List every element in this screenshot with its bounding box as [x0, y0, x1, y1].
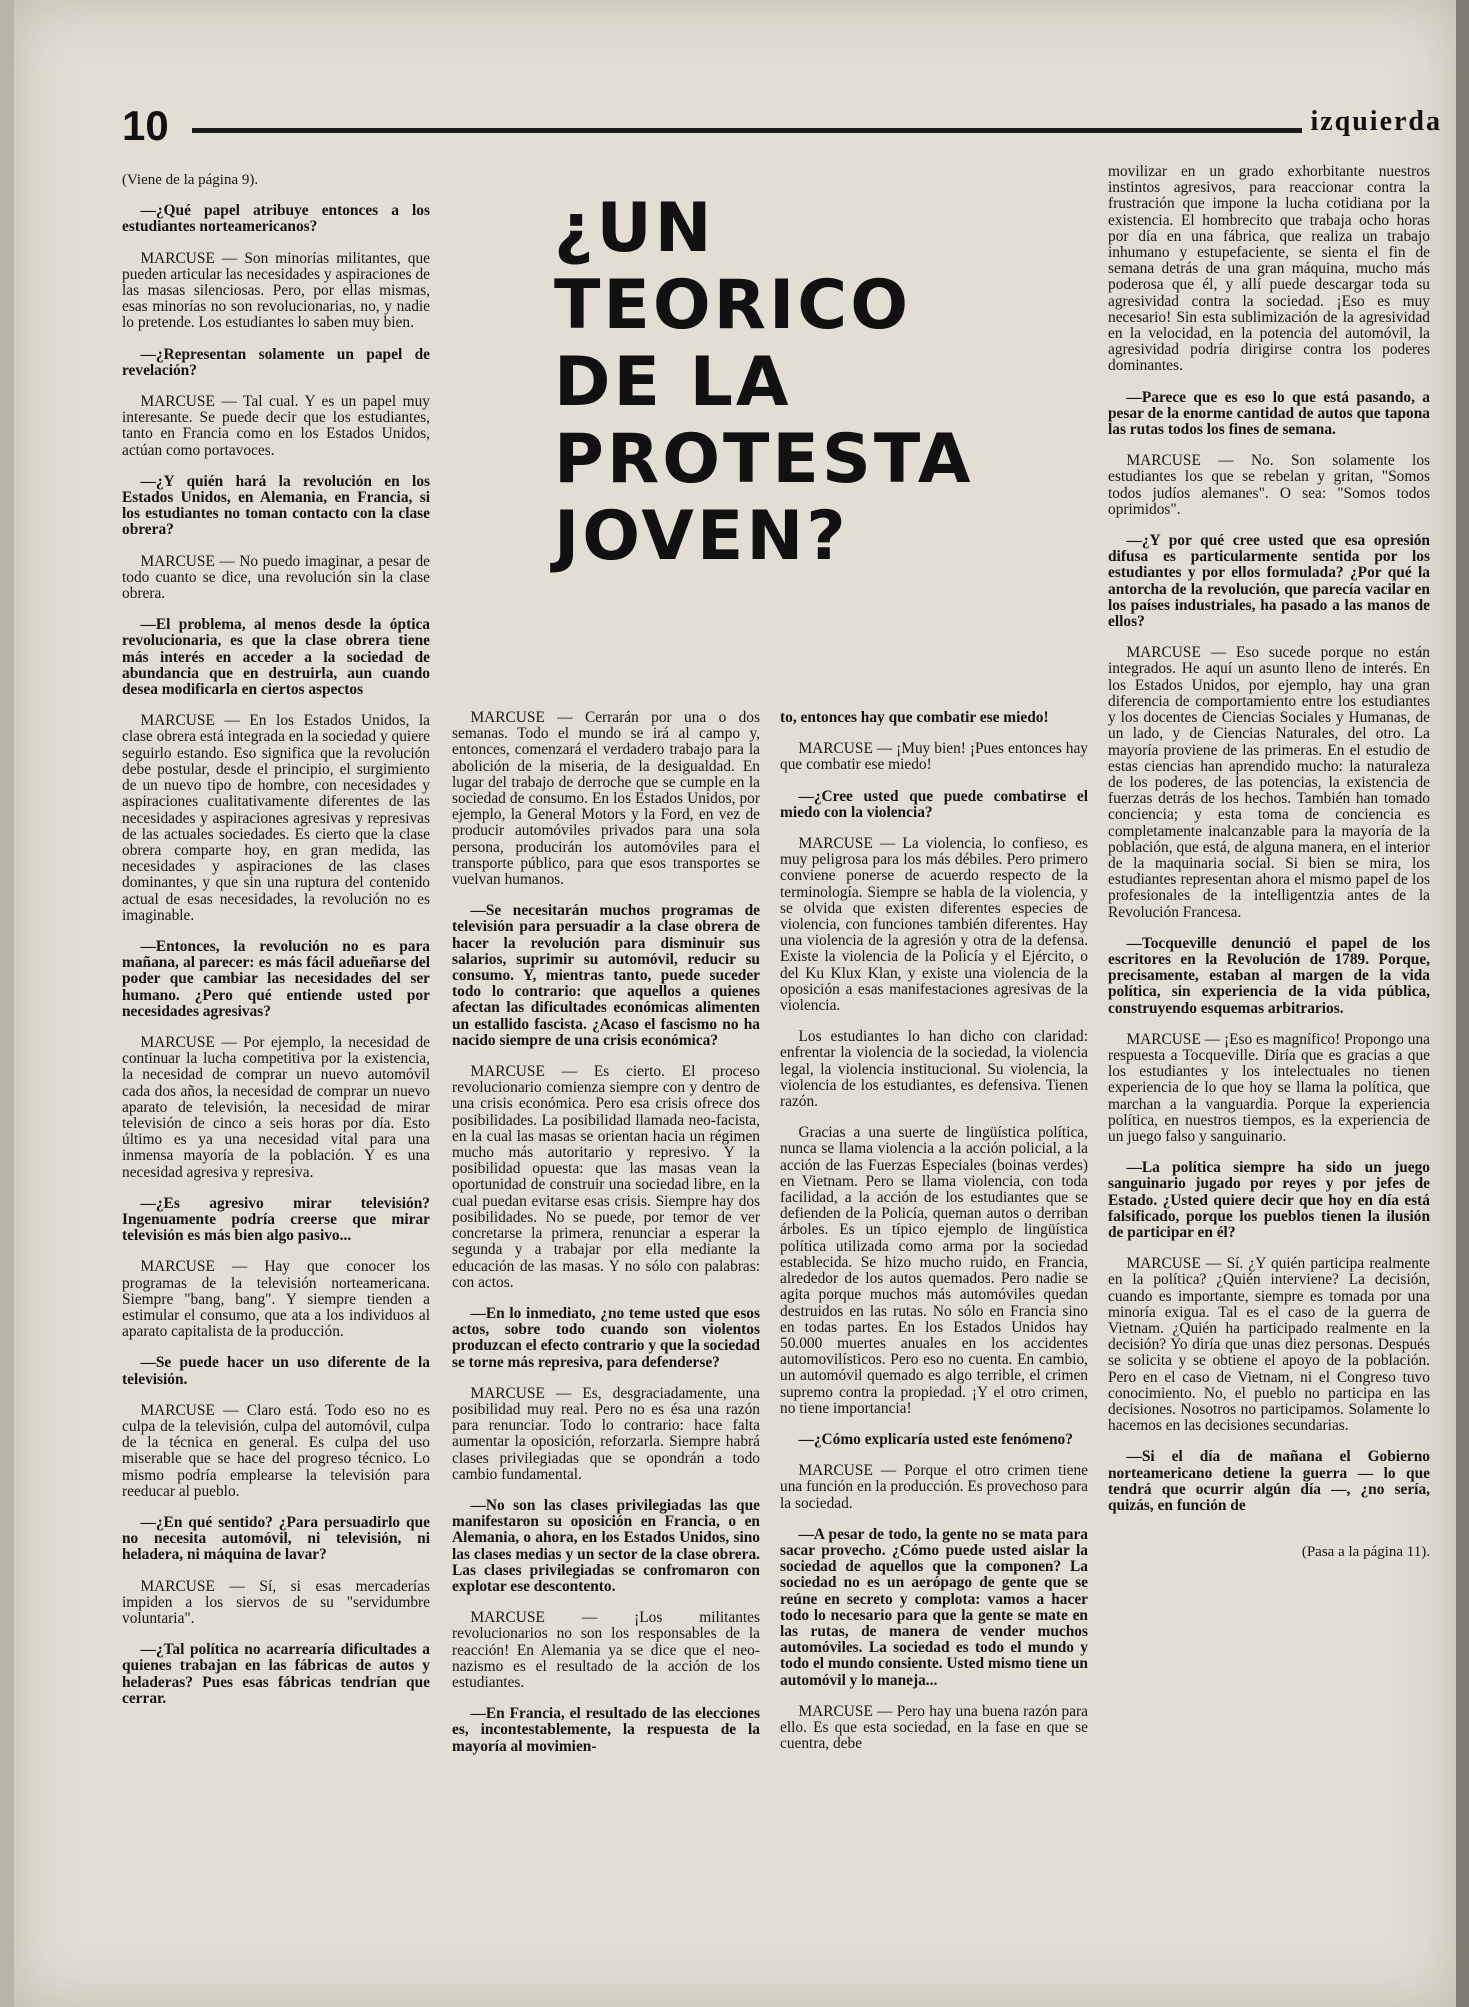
interview-question: —Entonces, la revolución no es para mañana, al parecer: es más fácil adueñarse del poder que cambiar las necesidades del ser humano. ¿Pero qué entiende usted por necesidades agresivas?	[122, 937, 430, 1020]
interview-answer: MARCUSE — ¡Eso es magnífico! Propongo una respuesta a Tocqueville. Diría que es gracias a que los estudiantes y los intelectuales no tienen experiencia de lo que hoy se llama la política, que marchan a la vanguardia. Porque la experiencia política, en nuestros tiempos, es la experiencia de un juego falso y sanguinario.	[1108, 1030, 1430, 1145]
interview-question: —¿Cree usted que puede combatirse el miedo con la violencia?	[780, 787, 1088, 821]
interview-answer: MARCUSE — No. Son solamente los estudiantes los que se rebelan y gritan, "Somos todos judíos alemanes". O sea: "Somos todos oprimidos".	[1108, 452, 1430, 518]
interview-answer: MARCUSE — Sí. ¿Y quién participa realmente en la política? ¿Quién interviene? La decisión, cuando es importante, siempre es tomada por una minoría exigua. Tal es el caso de la guerra de Vietnam. ¿Quién ha participado realmente en la decisión? Yo diría que unas diez personas. Después se solicita y se obtiene el apoyo de la población. Pero en el caso de Vietnam, ni el Congreso tuvo conocimiento. No, el pueblo no participa en las decisiones. Nosotros no participamos. Solamente lo hacemos en las decisiones secundarias.	[1108, 1255, 1430, 1435]
adjacent-page-edge	[0, 0, 14, 2007]
interview-answer: MARCUSE — ¡Los militantes revolucionarios no son los responsables de la reacción! En Alemania ya se dice que el neo-nazismo es el resultado de la acción de los estudiantes.	[452, 1609, 760, 1691]
section-name: izquierda	[1310, 106, 1442, 137]
page-header	[122, 104, 1442, 148]
magazine-page	[14, 0, 1456, 2007]
article-headline	[554, 190, 1034, 575]
interview-question: to, entonces hay que combatir ese miedo!	[780, 709, 1049, 726]
interview-answer: MARCUSE — Claro está. Todo eso no es culpa de la televisión, culpa del automóvil, culpa de la técnica en general. Es culpa del uso miserable que se hace del progreso técnico. Lo mismo podría emplearse la televisión para reeducar al pueblo.	[122, 1401, 430, 1500]
interview-question: —Parece que es eso lo que está pasando, a pesar de la enorme cantidad de autos que tapona las rutas todos los fines de semana.	[1108, 388, 1430, 439]
interview-question: —¿Es agresivo mirar televisión? Ingenuamente podría creerse que mirar televisión es más bien algo pasivo...	[122, 1194, 430, 1245]
interview-answer: MARCUSE — Es, desgraciadamente, una posibilidad muy real. Pero no es ésa una razón para renunciar. Todo lo contrario: hace falta aumentar la oposición, reforzarla. Siempre habrá clases privilegiadas que se opondrán a todo cambio fundamental.	[452, 1384, 760, 1483]
interview-question: —¿Cómo explicaría usted este fenómeno?	[798, 1430, 1073, 1448]
interview-question: —Se puede hacer un uso diferente de la televisión.	[122, 1354, 430, 1388]
text-column-3	[780, 710, 1088, 1767]
interview-answer: MARCUSE — En los Estados Unidos, la clase obrera está integrada en la sociedad y quiere seguirlo estando. Eso significa que la revolución debe postular, desde el principio, el surgimiento de un nuevo tipo de hombre, con necesidades y aspiraciones cualitativamente diferentes de las necesidades y aspiraciones agresivas y represivas de las actuales sociedades. Es cierto que la clase obrera comparte hoy, en gran medida, las necesidades y aspiraciones de las clases dominantes, y que sin una ruptura del contenido actual de esas necesidades, la revolución no es imaginable.	[122, 712, 430, 924]
headline-line: DE LA	[554, 343, 792, 422]
interview-question: —¿Tal política no acarrearía dificultades a quienes trabajan en las fábricas de autos y heladeras? Pues esas fábricas tendrían que cerrar.	[122, 1641, 430, 1707]
interview-answer: movilizar en un grado exhorbitante nuestros instintos agresivos, para reaccionar contra la frustración que impone la lucha cotidiana por la existencia. El hombrecito que trabaja ocho horas por día en una fábrica, que realiza un trabajo inhumano y estupefaciente, se sienta el fin de semana detrás de una gran máquina, mucho más poderosa que él, y allí puede descargar toda su agresividad contra la sociedad. ¡Eso es muy necesario! Sin esta sublimización de la agresividad en la velocidad, en la potencia del automóvil, la agresividad podría dirigirse contra los poderes dominantes.	[1108, 163, 1430, 375]
continuation-note: (Pasa a la página 11).	[1301, 1544, 1430, 1561]
interview-question: —Tocqueville denunció el papel de los escritores en la Revolución de 1789. Porque, precisamente, estaban al margen de la vida política, sin experiencia de la vida pública, construyendo esquemas arbitrarios.	[1108, 934, 1430, 1017]
interview-question: —¿Representan solamente un papel de revelación?	[122, 345, 430, 379]
interview-question: —En lo inmediato, ¿no teme usted que esos actos, sobre todo cuando son violentos produzcan el efecto contrario y que la sociedad se torne más represiva, para defenderse?	[452, 1304, 760, 1371]
headline-line: JOVEN?	[554, 497, 849, 576]
interview-answer: MARCUSE — No puedo imaginar, a pesar de todo cuanto se dice, una revolución sin la clase obrera.	[122, 552, 430, 603]
interview-answer: MARCUSE — Tal cual. Y es un papel muy interesante. Se puede decir que los estudiantes, tanto en Francia como en los Estados Unidos, actúan como portavoces.	[122, 393, 430, 459]
continuation-note: (Viene de la página 9).	[122, 172, 259, 188]
headline-line: PROTESTA	[554, 420, 974, 499]
page-number: 10	[122, 102, 169, 149]
headline-line: TEORICO	[554, 266, 912, 345]
interview-answer: MARCUSE — Eso sucede porque no están integrados. He aquí un asunto lleno de interés. En los Estados Unidos, por ejemplo, hay una gran diferencia de comportamiento entre los estudiantes y los docentes de Ciencias Sociales y Humanas, de un lado, y de Ciencias Naturales, del otro. La mayoría proviene de las primeras. En el estudio de estas ciencias han aprendido mucho: la naturaleza de los poderes, de las potencias, la existencia de fuerzas detrás de los hechos. También han tomado conciencia; y esta toma de conciencia es completamente inalcanzable para la mayoría de la población, que está, de alguna manera, en el interior de la maquinaria social. Si bien se mira, los estudiantes representan ahora el mismo papel de los profesionales de la intelligentzia antes de la Revolución Francesa.	[1108, 644, 1430, 921]
interview-question: —¿En qué sentido? ¿Para persuadirlo que no necesita automóvil, ni televisión, ni heladera, ni máquina de lavar?	[122, 1514, 430, 1564]
interview-answer: MARCUSE — Cerrarán por una o dos semanas. Todo el mundo se irá al campo y, entonces, comenzará el verdadero trabajo para la abolición de la miseria, de la desigualdad. En lugar del trabajo de derroche que se cumple en la sociedad de consumo. En los Estados Unidos, por ejemplo, la General Motors y la Ford, en vez de producir automóviles privados para una sola persona, producirán los automóviles para el transporte público, para que esos transportes se vuelvan humanos.	[452, 709, 760, 889]
interview-answer: MARCUSE — Es cierto. El proceso revolucionario comienza siempre con y dentro de una crisis económica. Pero esa crisis ofrece dos posibilidades. La posibilidad llamada neo-facista, en la cual las masas se orientan hacia un régimen mucho más autoritario y represivo. Y la posibilidad opuesta: que las masas vean la oportunidad de construir una sociedad libre, en la cual puedan evitarse esas crisis. Siempre hay dos posibilidades. No se puede, por temor de ver concretarse la primera, renunciar a esperar la segunda y a trabajar por ella mediante la educación de las masas. Y no sólo con palabras: con actos.	[452, 1063, 760, 1291]
header-rule	[192, 128, 1302, 133]
interview-question: —Si el día de mañana el Gobierno norteamericano detiene la guerra — lo que tendrá que ocurrir algún día —, ¿no sería, quizás, en función de	[1108, 1448, 1430, 1515]
interview-answer: MARCUSE — Por ejemplo, la necesidad de continuar la lucha competitiva por la existencia, la necesidad de comprar un nuevo automóvil cada dos años, la necesidad de comprar un nuevo aparato de televisión, la necesidad de mirar televisión de cinco a seis horas por día. Esto último es ya una necesidad vital para una inmensa mayoría de la población. Y es una necesidad agresiva y represiva.	[122, 1033, 430, 1181]
interview-question: —En Francia, el resultado de las elecciones es, incontestablemente, la respuesta de la mayoría al movimien-	[452, 1705, 760, 1755]
interview-question: —La política siempre ha sido un juego sanguinario jugado por reyes y por jefes de Estado. ¿Usted quiere decir que hoy en día está falsificado, porque los pueblos tienen la ilusión de participar en él?	[1108, 1159, 1430, 1241]
interview-question: —¿Y por qué cree usted que esa opresión difusa es particularmente sentida por los estudiantes y por ellos formulada? ¿Por qué la antorcha de la revolución, que parecía vacilar en los países industriales, ha pasado a las manos de ellos?	[1108, 532, 1430, 631]
text-column-1	[122, 172, 430, 1722]
interview-answer: MARCUSE — Sí, si esas mercaderías impiden a los siervos de su "servidumbre voluntaria".	[122, 1577, 430, 1628]
interview-answer: MARCUSE — Hay que conocer los programas de la televisión norteamericana. Siempre "bang, bang". Y siempre tienden a estimular el consumo, que ata a los individuos al aparato capitalista de la producción.	[122, 1258, 430, 1341]
interview-answer: MARCUSE — ¡Muy bien! ¡Pues entonces hay que combatir ese miedo!	[780, 740, 1088, 774]
interview-answer: MARCUSE — La violencia, lo confieso, es muy peligrosa para los más débiles. Pero primero conviene ponerse de acuerdo respecto de la terminología. Siempre se habla de la violencia, y se olvida que existen diferentes especies de violencia, con funciones también diferentes. Hay una violencia de la agresión y otra de la defensa. Existe la violencia de la Policía y el Ejército, o del Ku Klux Klan, y existe una violencia de la oposición a esas manifestaciones agresivas de la violencia.	[780, 835, 1088, 1015]
interview-question: —¿Qué papel atribuye entonces a los estudiantes norteamericanos?	[122, 202, 430, 236]
headline-line: ¿UN	[554, 189, 715, 268]
interview-question: —No son las clases privilegiadas las que manifestaron su oposición en Francia, o en Alemania, o ahora, en los Estados Unidos, sino las clases medias y un sector de la clase obrera. Las clases privilegiadas se confromaron con explotar ese descontento.	[452, 1496, 760, 1595]
interview-question: —¿Y quién hará la revolución en los Estados Unidos, en Alemania, en Francia, si los estudiantes no toman contacto con la clase obrera?	[122, 472, 430, 539]
interview-answer: MARCUSE — Porque el otro crimen tiene una función en la producción. Es provechoso para la sociedad.	[780, 1462, 1088, 1512]
interview-question: —Se necesitarán muchos programas de televisión para persuadir a la clase obrera de hacer la revolución para disminuir sus salarios, suprimir su automóvil, reducir su consumo. Y, mientras tanto, puede suceder todo lo contrario: que aquellos a quienes afectan las dificultades económicas alimenten un estallido fascista. ¿Acaso el fascismo no ha nacido siempre de una crisis económica?	[452, 902, 760, 1049]
interview-question: —El problema, al menos desde la óptica revolucionaria, es que la clase obrera tiene más interés en acceder a la sociedad de abundancia que en destruirla, aun cuando desea modificarla en ciertos aspectos	[122, 616, 430, 699]
interview-question: —A pesar de todo, la gente no se mata para sacar provecho. ¿Cómo puede usted aislar la sociedad de aquellos que la componen? La sociedad no es un aerópago de gente que se reúne en secreto y complota: vamos a hacer todo lo necesario para que la gente se mate en las rutas, de manera de vender muchos automóviles. La sociedad es todo el mundo y todo el mundo consiente. Usted mismo tiene un automóvil y lo maneja...	[780, 1525, 1088, 1689]
interview-answer: MARCUSE — Pero hay una buena razón para ello. Es que esta sociedad, en la fase en que se cuentra, debe	[780, 1702, 1088, 1753]
interview-answer: Los estudiantes lo han dicho con claridad: enfrentar la violencia de la sociedad, la violencia legal, la violencia institucional. Su violencia, la violencia de los estudiantes, es defensiva. Tienen razón.	[780, 1028, 1088, 1111]
interview-answer: Gracias a una suerte de lingüística política, nunca se llama violencia a la acción policial, a la acción de las Fuerzas Especiales (boinas verdes) en Vietnam. Pero se llama violencia, con toda facilidad, a la acción de los estudiantes que se defienden de la Policía, queman autos o derriban árboles. Es un típico ejemplo de lingüística política utilizada como arma por la sociedad establecida. Se hizo mucho ruido, en Francia, alrededor de los autos quemados. Pero nadie se agita porque muchos más automóviles quedan destruidos en las rutas. No sólo en Francia sino en todas partes. En los Estados Unidos hay 50.000 muertes anuales en los accidentes automovilísticos. Pero eso no cuenta. En cambio, un automóvil quemado es algo terrible, el crimen supremo contra la propiedad. ¡Y el otro crimen, no tiene importancia!	[780, 1124, 1088, 1417]
interview-answer: MARCUSE — Son minorías militantes, que pueden articular las necesidades y aspiraciones de las masas silenciosas. Pero, por ellas mismas, esas minorías no son revolucionarias, no, y nadie lo pretende. Los estudiantes lo saben muy bien.	[122, 249, 430, 332]
text-column-4	[1108, 164, 1430, 1575]
text-column-2	[452, 710, 760, 1770]
